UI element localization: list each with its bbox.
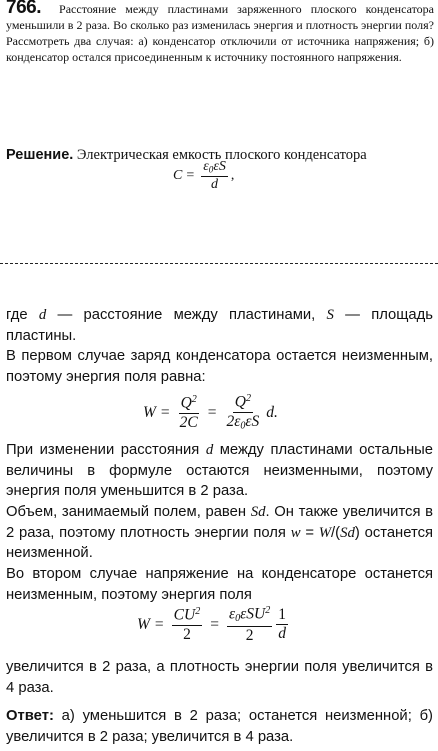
var-W: W xyxy=(318,524,332,541)
formula2-frac1-num xyxy=(179,395,199,414)
formula2-eq2: = xyxy=(207,403,217,421)
var-w: w xyxy=(290,524,301,541)
formula3-fraction2 xyxy=(227,606,272,644)
formula3-eq1: = xyxy=(154,615,164,633)
formula2-eq1: = xyxy=(160,403,170,421)
text-fragment: где xyxy=(6,307,39,323)
answer-label: Ответ: xyxy=(6,708,54,724)
formula3-fraction3 xyxy=(276,607,288,643)
energy-formula-charge xyxy=(143,394,278,432)
formula3-frac2-num xyxy=(227,606,272,627)
num-part: ε xyxy=(229,605,236,623)
text-fragment: . Он также увеличится в 2 раза, поэтому плотность энергии поля xyxy=(6,504,433,541)
problem-number: 766. xyxy=(6,0,41,18)
epsilon0-sub: 0 xyxy=(208,164,214,175)
exp: 2 xyxy=(191,393,197,405)
den-part: 2ε xyxy=(226,412,241,430)
formula3-frac1-den: 2 xyxy=(183,625,191,643)
capacitance-formula xyxy=(173,160,234,193)
text-fragment: Объем, занимаемый полем, равен xyxy=(6,504,251,520)
formula1-num-rest: εS xyxy=(213,159,226,174)
epsilon0-sub: 0 xyxy=(235,613,241,625)
formula2-frac2-den xyxy=(225,413,262,432)
exp: 2 xyxy=(245,393,251,404)
epsilon0-sub: 0 xyxy=(240,420,246,432)
formula1-denominator: d xyxy=(211,176,219,192)
formula3-frac3-den: d xyxy=(278,625,286,643)
text-fragment: ) xyxy=(354,524,360,541)
solution-label: Решение. xyxy=(6,147,74,163)
problem-text-block xyxy=(6,0,434,65)
formula3-lhs: W xyxy=(137,615,150,633)
var-sd: Sd xyxy=(340,524,355,541)
formula1-numerator xyxy=(201,160,228,177)
solution-intro-text: Электрическая емкость плоского конденсатора xyxy=(73,147,367,163)
var-sd: Sd xyxy=(250,504,266,520)
formula2-frac2-num xyxy=(233,394,253,413)
formula3-frac3-num: 1 xyxy=(276,607,288,625)
formula2-lhs: W xyxy=(143,403,156,421)
formula2-frac1-den: 2C xyxy=(179,413,198,431)
text-fragment: — площадь пластины. xyxy=(6,307,433,344)
definitions-paragraph xyxy=(6,305,433,346)
text-fragment: останется неизменной. xyxy=(6,524,433,561)
den-part: εS xyxy=(245,412,260,430)
problem-text: Расстояние между пластинами заряженного плоского конденсатора уменьшили в 2 раза. Во сколько раз изменилась энергия и плотность энергии поля? Рассмотреть два случая: а) конденсатор отключили от источника напряжения; б) конденсатор остался присоединенным к источнику постоянного напряжения. xyxy=(6,2,434,64)
var-q: Q xyxy=(180,394,192,412)
page-cut-divider xyxy=(0,263,438,264)
var-d: d xyxy=(38,307,47,323)
var-q: Q xyxy=(234,393,246,411)
formula1-eq: = xyxy=(186,168,195,184)
answer-text: а) уменьшится в 2 раза; останется неизменной; б) увеличится в 2 раза; увеличится в 4 раза. xyxy=(6,708,433,745)
formula1-fraction xyxy=(201,160,228,193)
energy-formula-voltage xyxy=(137,606,291,644)
formula2-fraction1 xyxy=(178,395,200,431)
formula2-tail: d. xyxy=(266,403,278,421)
formula3-frac1-num xyxy=(172,607,203,626)
result-paragraph: увеличится в 2 раза, а плотность энергии поля увеличится в 4 раза. xyxy=(6,659,433,696)
formula3-frac2-den: 2 xyxy=(245,626,254,644)
problem-statement xyxy=(6,0,434,65)
formula2-fraction2 xyxy=(225,394,262,432)
exp: 2 xyxy=(195,605,201,617)
distance-change-paragraph xyxy=(6,440,433,502)
answer-paragraph xyxy=(6,706,433,747)
exp: 2 xyxy=(265,605,271,616)
text-fragment: = xyxy=(300,524,319,541)
var-s: S xyxy=(326,307,334,323)
volume-paragraph xyxy=(6,502,433,564)
second-case-paragraph: Во втором случае напряжение на конденсаторе останется неизменным, поэтому энергия поля xyxy=(6,566,433,603)
num-part: εSU xyxy=(240,605,266,623)
var-d: d xyxy=(205,442,214,458)
text-fragment: между пластинами остальные величины в формуле остаются неизменными, поэтому энергия поля уменьшится в 2 раза. xyxy=(6,442,433,499)
epsilon0: ε xyxy=(203,159,209,174)
text-fragment: /( xyxy=(331,524,341,541)
formula3-eq2: = xyxy=(210,615,219,633)
first-case-paragraph: В первом случае заряд конденсатора остается неизменным, поэтому энергия поля равна: xyxy=(6,348,433,385)
text-fragment: — расстояние между пластинами, xyxy=(46,307,327,323)
text-fragment: При изменении расстояния xyxy=(6,442,206,458)
var-cu: CU xyxy=(173,606,196,624)
formula1-tail: , xyxy=(230,168,235,184)
formula3-fraction1 xyxy=(172,607,203,643)
formula1-lhs: C xyxy=(173,168,183,184)
